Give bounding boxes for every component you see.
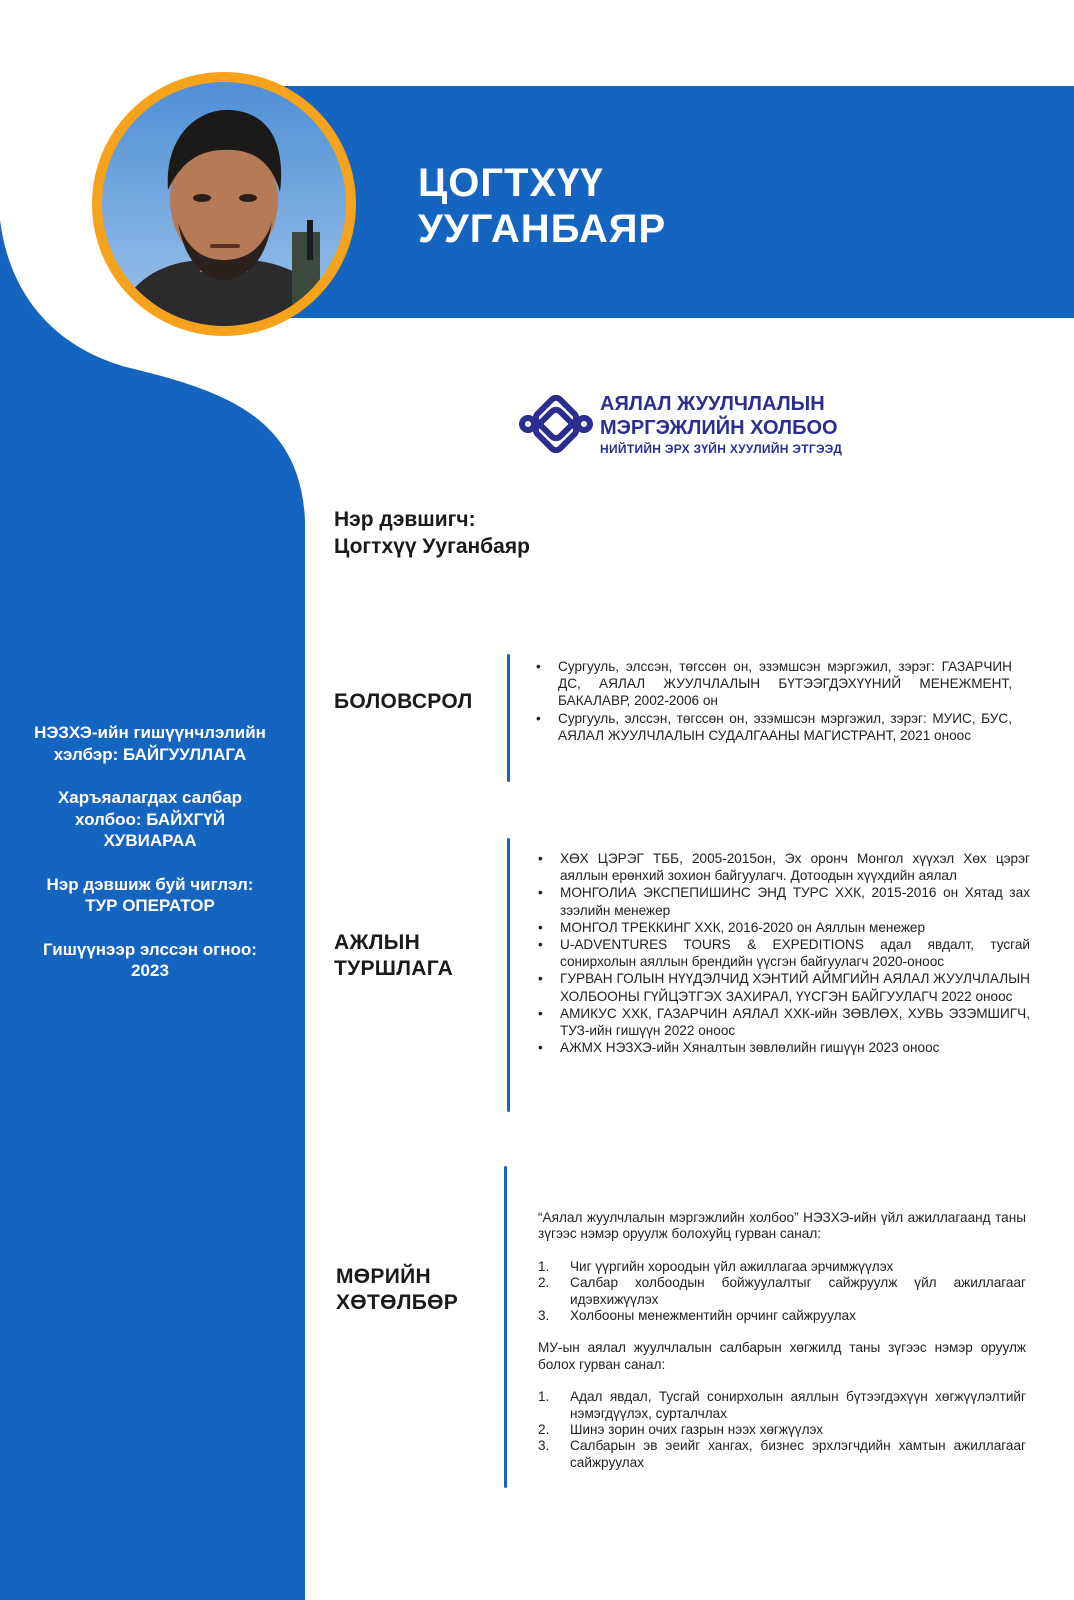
candidate-header-name — [418, 160, 666, 252]
platform-title-line1: МӨРИЙН — [336, 1265, 431, 1288]
list-number: 1. — [538, 1258, 550, 1274]
experience-item: • АМИКУС ХХК, ГАЗАРЧИН АЯЛАЛ ХХК-ийн ЗӨВЛӨХ, ХУВЬ ЭЗЭМШИГЧ, ТУЗ-ийн гишүүн 2022 оноос — [538, 1005, 1030, 1039]
platform-list-item — [538, 1389, 1026, 1422]
platform-list-item — [538, 1422, 1026, 1438]
endless-knot-icon — [518, 394, 594, 454]
platform-intro-2: МУ-ын аялал жуулчлалын салбарын хөгжилд таны зүгээс нэмэр оруулж болох гурван санал: — [538, 1340, 1026, 1372]
platform-list-item — [538, 1259, 1026, 1275]
list-number: 2. — [538, 1422, 550, 1438]
experience-list — [538, 850, 1030, 1056]
experience-item: • U-ADVENTURES TOURS & EXPEDITIONS адал явдалт, тусгай сонирхолын аяллын брендийн үүсгэн байгуулагч 2020-оноос — [538, 936, 1030, 970]
candidate-label: Нэр дэвшигч: — [334, 508, 476, 531]
header-name-line1: ЦОГТХҮҮ — [418, 161, 604, 205]
association-logo — [518, 392, 868, 462]
membership-type: НЭЗХЭ-ийн гишүүнчлэлийн хэлбэр: БАЙГУУЛЛАГА — [34, 723, 266, 764]
logo-line-1: АЯЛАЛ ЖУУЛЧЛАЛЫН — [600, 393, 825, 415]
experience-title-line1: АЖЛЫН — [334, 931, 421, 954]
platform-divider — [504, 1166, 507, 1488]
platform-title-line2: ХӨТӨЛБӨР — [336, 1291, 459, 1314]
list-number: 2. — [538, 1275, 550, 1291]
experience-divider — [507, 838, 510, 1112]
list-text: Холбооны менежментийн орчинг сайжруулах — [570, 1308, 856, 1324]
platform-list-item — [538, 1308, 1026, 1324]
list-text: Адал явдал, Тусгай сонирхолын аяллын бүтээгдэхүүн хөгжүүлэлтийг нэмэгдүүлэх, сурталчлах — [570, 1389, 1026, 1421]
platform-intro-1: “Аялал жуулчлалын мэргэжлийн холбоо” НЭЗХЭ-ийн үйл ажиллагаанд таны зүгээс нэмэр оруулж болохуйц гурван санал: — [538, 1210, 1026, 1242]
experience-item: • ХӨХ ЦЭРЭГ ТББ, 2005-2015он, Эх оронч Монгол хүүхэл Хөх цэрэг аяллын ерөнхий зохион байгуулагч. Дотоодын хүүхдийн аялал — [538, 850, 1030, 884]
education-item: • Сургууль, элссэн, төгссөн он, эзэмшсэн мэргэжил, зэрэг: МУИС, БУС, АЯЛАЛ ЖУУЛЧЛАЛЫН СУДАЛГААНЫ МАГИСТРАНТ, 2021 оноос — [536, 710, 1012, 744]
experience-title — [334, 930, 453, 982]
avatar — [102, 82, 346, 326]
education-title: БОЛОВСРОЛ — [334, 690, 473, 713]
platform-list-1 — [538, 1259, 1026, 1325]
list-number: 1. — [538, 1389, 550, 1405]
platform-title — [336, 1264, 458, 1316]
experience-item: • ГУРВАН ГОЛЫН НҮҮДЭЛЧИД ХЭНТИЙ АЙМГИЙН АЯЛАЛ ЖУУЛЧЛАЛЫН ХОЛБООНЫ ГҮЙЦЭТГЭХ ЗАХИРАЛ, ҮҮСГЭН БАЙГУУЛАГЧ 2022 оноос — [538, 970, 1030, 1004]
list-text: Салбарын эв эеийг хангах, бизнес эрхлэгчдийн хамтын ажиллагааг сайжруулах — [570, 1438, 1026, 1470]
platform-list-item — [538, 1438, 1026, 1471]
nomination-direction: Нэр дэвшиж буй чиглэл: ТУР ОПЕРАТОР — [46, 874, 254, 915]
education-item: • Сургууль, элссэн, төгссөн он, эзэмшсэн мэргэжил, зэрэг: ГАЗАРЧИН ДС, АЯЛАЛ ЖУУЛЧЛАЛЫН БҮТЭЭГДЭХҮҮНИЙ МЕНЕЖМЕНТ, БАКАЛАВР, 2002-2006 он — [536, 658, 1012, 710]
affiliated-association: Харъяалагдах салбар холбоо: БАЙХГҮЙ ХУВИАРАА — [57, 788, 243, 850]
list-text: Салбар холбоодын бойжуулалтыг сайжруулж үйл ажиллагааг идэвхижүүлэх — [570, 1275, 1026, 1307]
sidebar-info — [30, 722, 270, 1004]
list-number: 3. — [538, 1438, 550, 1454]
candidate-block — [334, 506, 530, 560]
candidate-name: Цогтхүү Ууганбаяр — [334, 535, 530, 558]
header-name-line2: УУГАНБАЯР — [418, 207, 667, 251]
list-text: Чиг үүргийн хороодын үйл ажиллагаа эрчимжүүлэх — [570, 1258, 894, 1274]
education-list — [536, 658, 1012, 744]
experience-title-line2: ТУРШЛАГА — [334, 957, 454, 980]
education-divider — [507, 654, 510, 782]
platform-list-item — [538, 1275, 1026, 1308]
membership-date: Гишүүнээр элссэн огноо: 2023 — [43, 939, 257, 980]
platform-body — [538, 1210, 1026, 1471]
list-number: 3. — [538, 1308, 550, 1324]
experience-item: • МОНГОЛИА ЭКСПЕПИШИНС ЭНД ТУРС ХХК, 2015-2016 он Хятад зах зээлийн менежер — [538, 884, 1030, 918]
logo-line-3: НИЙТИЙН ЭРХ ЗҮЙН ХУУЛИЙН ЭТГЭЭД — [600, 442, 843, 456]
platform-list-2 — [538, 1389, 1026, 1471]
logo-line-2: МЭРГЭЖЛИЙН ХОЛБОО — [600, 417, 838, 439]
experience-item: • МОНГОЛ ТРЕККИНГ ХХК, 2016-2020 он Аяллын менежер — [538, 919, 1030, 936]
list-text: Шинэ зорин очих газрын нээх хөгжүүлэх — [570, 1422, 824, 1438]
experience-item: • АЖМХ НЭЗХЭ-ийн Хяналтын зөвлөлийн гишүүн 2023 оноос — [538, 1039, 1030, 1056]
